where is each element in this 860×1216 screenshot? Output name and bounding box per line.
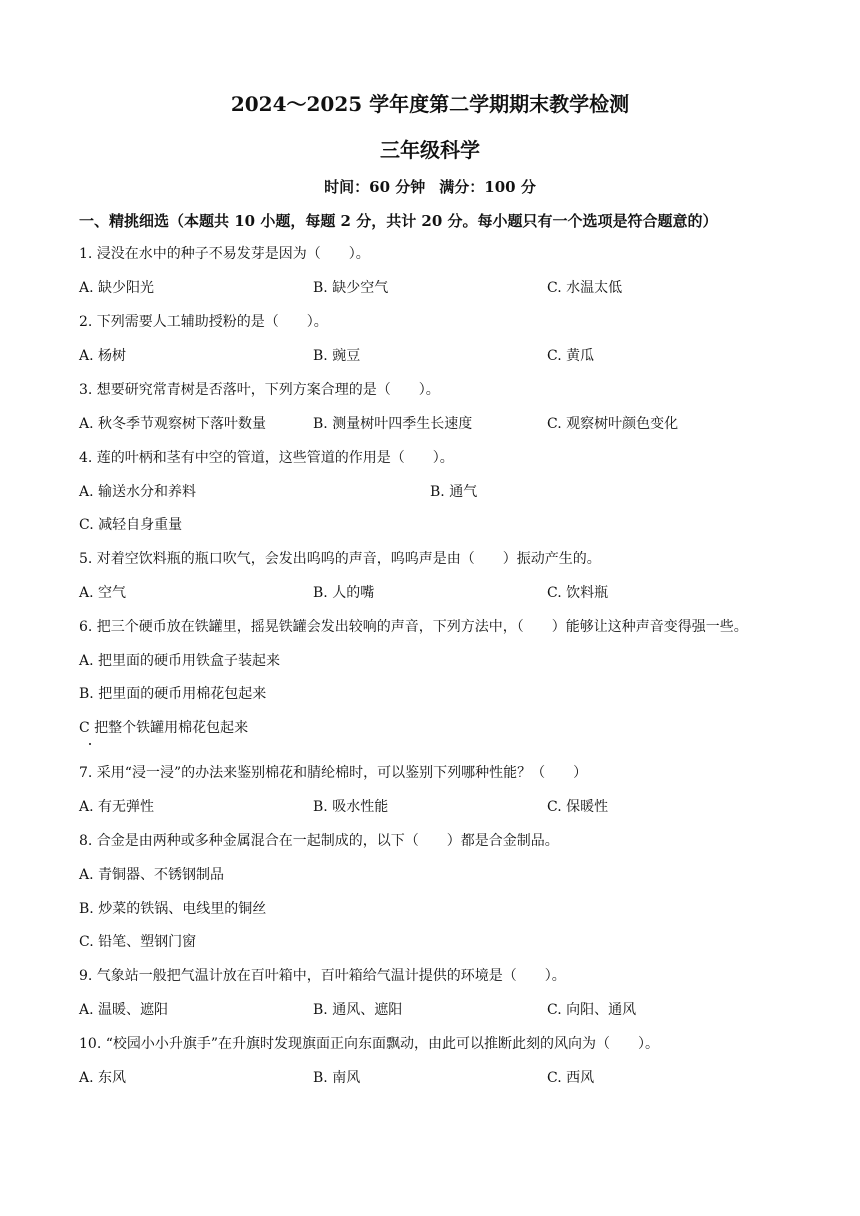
exam-title: 2024～2025 学年度第二学期期末教学检测 [230,92,630,116]
option-b: B. 南风 [313,1070,361,1086]
option-a: A. 东风 [79,1070,127,1086]
question-stem: 10. “校园小小升旗手”在升旗时发现旗面正向东面飘动，由此可以推断此刻的风向为（ ）。 [79,1036,660,1052]
option-b: B. 缺少空气 [313,280,389,296]
option-c: C. 向阳、通风 [547,1002,637,1018]
exam-info [0,176,860,197]
option-a: A. 杨树 [79,348,127,364]
option-b: B. 测量树叶四季生长速度 [313,416,473,432]
option-c: C. 饮料瓶 [547,585,609,601]
stray-period-mark [89,743,91,745]
option-b: B. 炒菜的铁锅、电线里的铜丝 [79,901,267,917]
option-b: B. 人的嘴 [313,585,375,601]
option-a: A. 缺少阳光 [79,280,155,296]
option-c: C. 黄瓜 [547,348,595,364]
option-a: A. 有无弹性 [79,799,155,815]
question-stem: 1. 浸没在水中的种子不易发芽是因为（ ）。 [79,246,370,262]
option-b: B. 把里面的硬币用棉花包起来 [79,686,267,702]
question-stem: 3. 想要研究常青树是否落叶，下列方案合理的是（ ）。 [79,382,440,398]
option-b: B. 通气 [430,484,478,500]
option-c: C 把整个铁罐用棉花包起来 [79,720,249,736]
option-c: C. 保暖性 [547,799,609,815]
option-a: A. 温暖、遮阳 [79,1002,169,1018]
option-b: B. 豌豆 [313,348,361,364]
option-c: C. 减轻自身重量 [79,517,183,533]
question-stem: 5. 对着空饮料瓶的瓶口吹气，会发出呜呜的声音，呜呜声是由（ ）振动产生的。 [79,551,601,567]
option-c: C. 西风 [547,1070,595,1086]
option-a: A. 青铜器、不锈钢制品 [79,867,225,883]
question-stem: 7. 采用“浸一浸”的办法来鉴别棉花和腈纶棉时，可以鉴别下列哪种性能？（ ） [79,765,588,781]
option-a: A. 空气 [79,585,127,601]
question-stem: 8. 合金是由两种或多种金属混合在一起制成的，以下（ ）都是合金制品。 [79,833,559,849]
option-b: B. 吸水性能 [313,799,389,815]
option-a: A. 输送水分和养料 [79,484,197,500]
option-b: B. 通风、遮阳 [313,1002,403,1018]
option-c: C. 水温太低 [547,280,623,296]
option-c: C. 观察树叶颜色变化 [547,416,679,432]
question-stem: 4. 莲的叶柄和茎有中空的管道，这些管道的作用是（ ）。 [79,450,454,466]
question-stem: 9. 气象站一般把气温计放在百叶箱中，百叶箱给气温计提供的环境是（ ）。 [79,968,566,984]
exam-subtitle: 三年级科学 [380,138,480,162]
option-a: A. 把里面的硬币用铁盒子装起来 [79,653,281,669]
question-stem: 2. 下列需要人工辅助授粉的是（ ）。 [79,314,328,330]
option-c: C. 铅笔、塑钢门窗 [79,934,197,950]
section-heading: 一、精挑细选（本题共 10 小题，每题 2 分，共计 20 分。每小题只有一个选项是符合题意的） [79,212,718,230]
exam-score: 满分：100 分 [439,178,536,196]
option-a: A. 秋冬季节观察树下落叶数量 [79,416,267,432]
exam-time: 时间：60 分钟 [324,178,426,196]
question-stem: 6. 把三个硬币放在铁罐里，摇晃铁罐会发出较响的声音，下列方法中，（ ）能够让这种声音变得强一些。 [79,619,748,635]
